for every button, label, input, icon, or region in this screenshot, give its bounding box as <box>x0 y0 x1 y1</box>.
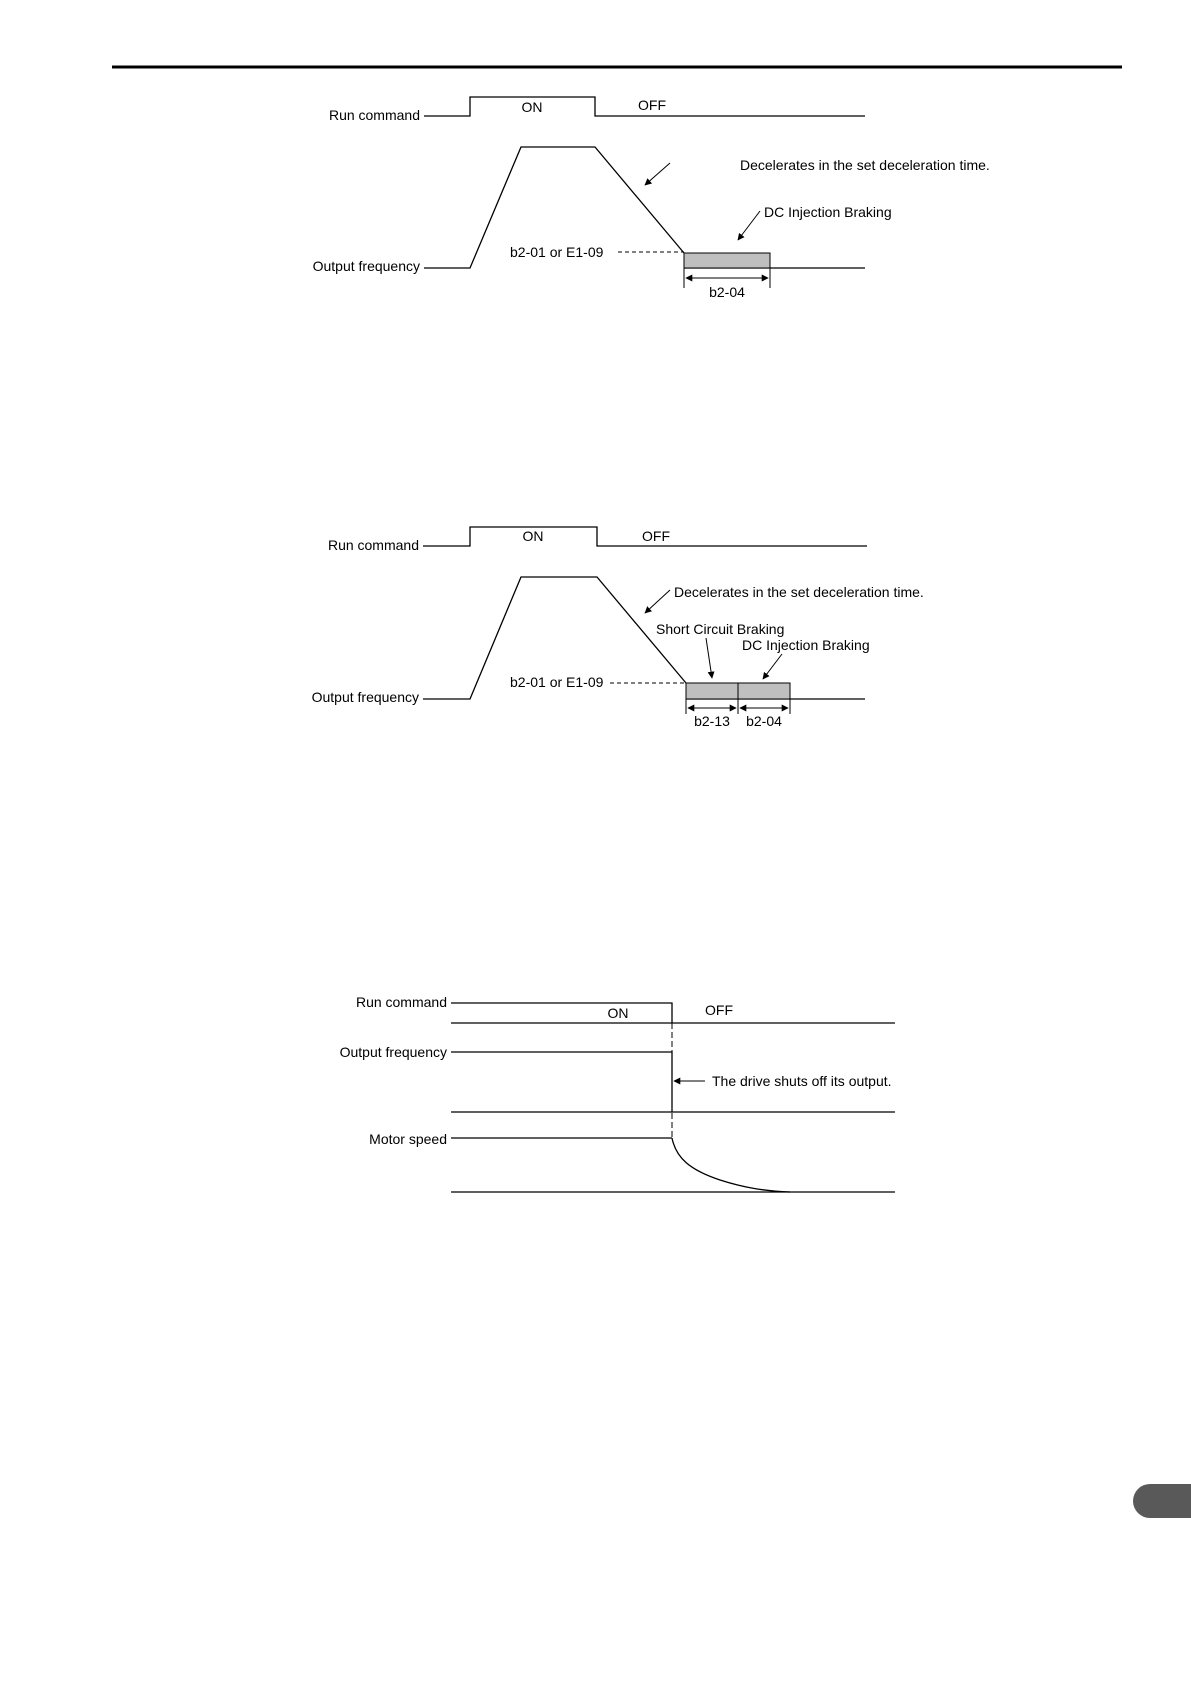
start-frequency-label: b2-01 or E1-09 <box>510 244 604 260</box>
on-label: ON <box>607 1005 629 1021</box>
duration-label: b2-04 <box>709 284 745 300</box>
short-circuit-label: Short Circuit Braking <box>656 621 785 637</box>
motor-speed-label: Motor speed <box>369 1131 447 1147</box>
dc-injection-arrow <box>763 654 782 679</box>
deceleration-arrow <box>645 590 670 613</box>
deceleration-note: Decelerates in the set deceleration time. <box>674 584 924 600</box>
figure-1-dc-injection-braking <box>313 97 990 300</box>
run-command-signal <box>451 1003 895 1023</box>
shutoff-note: The drive shuts off its output. <box>712 1073 892 1089</box>
dc-injection-label: DC Injection Braking <box>742 637 870 653</box>
figure-3-coast-to-stop <box>340 994 895 1192</box>
dc-injection-arrow <box>738 211 760 240</box>
off-label: OFF <box>705 1002 733 1018</box>
start-frequency-label: b2-01 or E1-09 <box>510 674 604 690</box>
run-command-label: Run command <box>355 994 447 1010</box>
dc-injection-braking-block <box>738 683 790 699</box>
output-frequency-label: Output frequency <box>312 258 420 274</box>
figure-2-short-circuit-braking <box>312 527 924 729</box>
dc-injection-label: DC Injection Braking <box>764 204 892 220</box>
short-circuit-arrow <box>706 638 712 678</box>
short-circuit-braking-block <box>686 683 738 699</box>
dc-injection-braking-block <box>684 253 770 268</box>
deceleration-note: Decelerates in the set deceleration time. <box>740 157 990 173</box>
output-frequency-label: Output frequency <box>311 689 419 705</box>
deceleration-arrow <box>645 163 670 185</box>
off-label: OFF <box>638 97 666 113</box>
run-command-label: Run command <box>327 537 419 553</box>
duration1-label: b2-13 <box>694 713 730 729</box>
output-frequency-label: Output frequency <box>339 1044 447 1060</box>
on-label: ON <box>522 528 544 544</box>
chapter-side-tab <box>1133 1484 1191 1518</box>
on-label: ON <box>521 99 543 115</box>
off-label: OFF <box>642 528 670 544</box>
run-command-label: Run command <box>328 107 420 123</box>
motor-speed-decay-curve <box>672 1138 790 1192</box>
duration2-label: b2-04 <box>746 713 782 729</box>
